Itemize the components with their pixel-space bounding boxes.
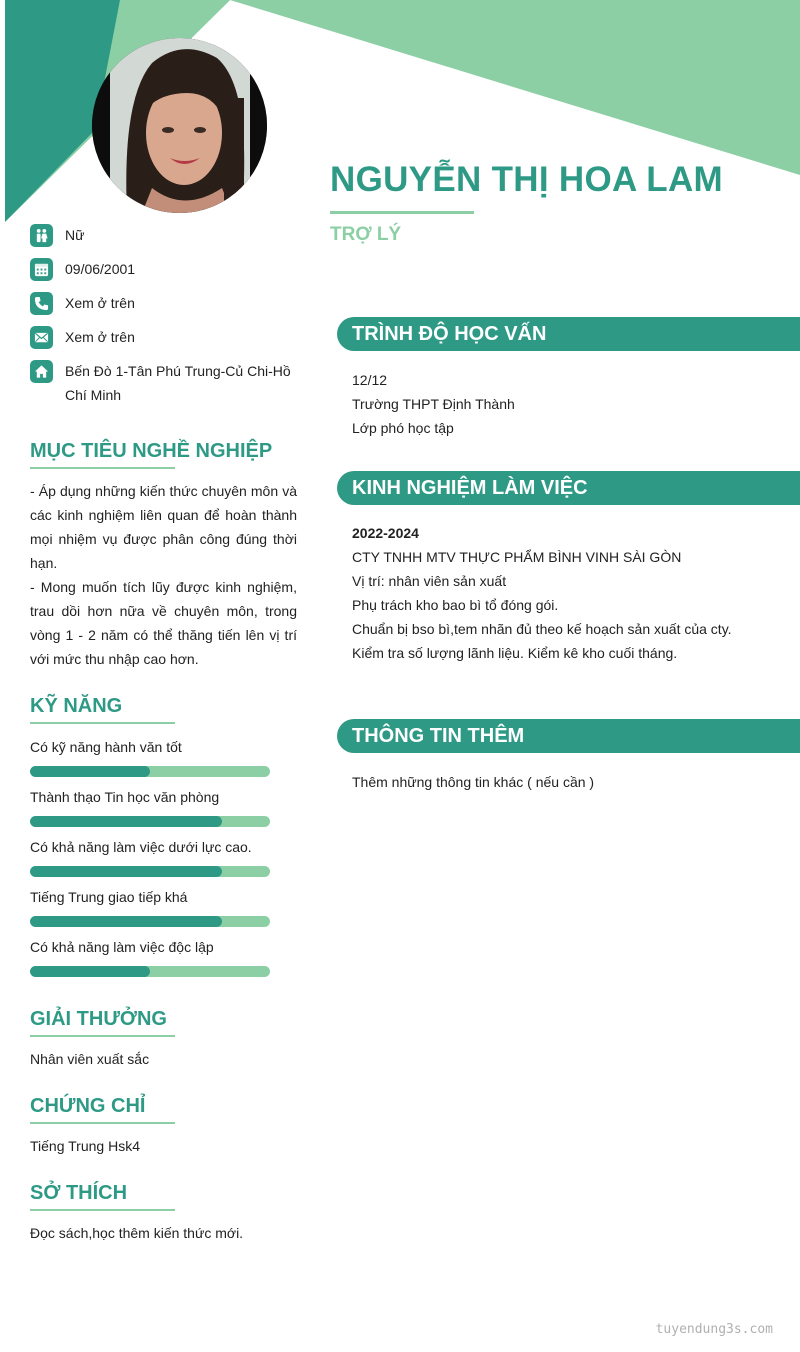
skill-bar bbox=[30, 866, 270, 877]
education-header: TRÌNH ĐỘ HỌC VẤN bbox=[337, 317, 800, 351]
avatar bbox=[92, 38, 267, 213]
skill-item bbox=[30, 938, 270, 977]
objective-line: - Mong muốn tích lũy được kinh nghiệm, trau dồi hơn nữa về chuyên môn, trong vòng 1 - 2 năm có thể thăng tiến lên vị trí với mức thu nhập cao hơn. bbox=[30, 579, 297, 667]
name-underline bbox=[330, 211, 474, 214]
hobbies-header bbox=[30, 1182, 300, 1211]
experience-line: Chuẩn bị bso bì,tem nhãn đủ theo kế hoạch sản xuất của cty. bbox=[352, 621, 732, 637]
skill-name: Có kỹ năng hành văn tốt bbox=[30, 739, 182, 755]
experience-line: Vị trí: nhân viên sản xuất bbox=[352, 573, 507, 589]
skill-bar bbox=[30, 766, 270, 777]
awards-header bbox=[30, 1008, 300, 1037]
contact-text: Bến Đò 1-Tân Phú Trung-Củ Chi-Hồ Chí Minh bbox=[65, 363, 291, 403]
experience-period: 2022-2024 bbox=[352, 525, 419, 541]
experience-content bbox=[352, 521, 732, 665]
skills-header bbox=[30, 695, 300, 724]
section-underline bbox=[30, 1209, 175, 1211]
skill-name: Có khả năng làm việc độc lập bbox=[30, 939, 214, 955]
skill-item bbox=[30, 838, 270, 877]
calendar-icon bbox=[30, 258, 53, 281]
experience-line: Phụ trách kho bao bì tổ đóng gói. bbox=[352, 597, 559, 613]
section-underline bbox=[30, 1122, 175, 1124]
education-line: Trường THPT Định Thành bbox=[352, 396, 515, 412]
contact-address bbox=[30, 360, 310, 407]
contact-phone bbox=[30, 292, 135, 315]
skill-bar bbox=[30, 966, 270, 977]
education-line: Lớp phó học tập bbox=[352, 420, 454, 436]
certificates-text: Tiếng Trung Hsk4 bbox=[30, 1138, 140, 1154]
section-underline bbox=[30, 467, 175, 469]
light-triangle bbox=[230, 0, 800, 175]
candidate-name: NGUYỄN THỊ HOA LAM bbox=[330, 160, 723, 199]
contact-text: Nữ bbox=[65, 227, 85, 243]
additional-text: Thêm những thông tin khác ( nếu cần ) bbox=[352, 774, 595, 790]
awards-text: Nhân viên xuất sắc bbox=[30, 1051, 150, 1067]
contact-birthday bbox=[30, 258, 135, 281]
skill-item bbox=[30, 888, 270, 927]
skill-item bbox=[30, 788, 270, 827]
contact-text: Xem ở trên bbox=[65, 329, 135, 345]
additional-header: THÔNG TIN THÊM bbox=[337, 719, 800, 753]
contact-email bbox=[30, 326, 135, 349]
section-title: KỸ NĂNG bbox=[30, 695, 123, 717]
section-title: SỞ THÍCH bbox=[30, 1182, 128, 1204]
gender-icon bbox=[30, 224, 53, 247]
education-content bbox=[352, 368, 515, 440]
contact-text: Xem ở trên bbox=[65, 295, 135, 311]
section-title: GIẢI THƯỞNG bbox=[30, 1008, 167, 1030]
skill-bar-fill bbox=[30, 966, 150, 977]
experience-header: KINH NGHIỆM LÀM VIỆC bbox=[337, 471, 800, 505]
job-title: TRỢ LÝ bbox=[330, 224, 402, 245]
watermark: tuyendung3s.com bbox=[655, 1322, 773, 1337]
objective-section bbox=[30, 440, 300, 671]
skill-name: Có khả năng làm việc dưới lực cao. bbox=[30, 839, 252, 855]
skill-bar-fill bbox=[30, 866, 222, 877]
contact-text: 09/06/2001 bbox=[65, 261, 136, 277]
skill-item bbox=[30, 738, 270, 777]
certificates-header bbox=[30, 1095, 300, 1124]
skill-bar-fill bbox=[30, 816, 222, 827]
skill-bar bbox=[30, 816, 270, 827]
experience-line: Kiểm tra số lượng lãnh liệu. Kiểm kê kho cuối tháng. bbox=[352, 645, 678, 661]
objective-text bbox=[30, 479, 297, 671]
section-underline bbox=[30, 1035, 175, 1037]
section-title: CHỨNG CHỈ bbox=[30, 1095, 146, 1117]
skill-name: Thành thạo Tin học văn phòng bbox=[30, 789, 220, 805]
education-line: 12/12 bbox=[352, 372, 388, 388]
email-icon bbox=[30, 326, 53, 349]
skill-bar bbox=[30, 916, 270, 927]
contact-gender bbox=[30, 224, 84, 247]
hobbies-text: Đọc sách,học thêm kiến thức mới. bbox=[30, 1225, 244, 1241]
phone-icon bbox=[30, 292, 53, 315]
experience-line: CTY TNHH MTV THỰC PHẨM BÌNH VINH SÀI GÒN bbox=[352, 549, 682, 565]
skill-bar-fill bbox=[30, 766, 150, 777]
objective-line: - Áp dụng những kiến thức chuyên môn và các kinh nghiệm liên quan để hoàn thành mọi nhiệm vụ được phân công đúng thời hạn. bbox=[30, 483, 297, 571]
section-title: MỤC TIÊU NGHỀ NGHIỆP bbox=[30, 440, 273, 462]
home-icon bbox=[30, 360, 53, 383]
skill-bar-fill bbox=[30, 916, 222, 927]
skill-name: Tiếng Trung giao tiếp khá bbox=[30, 889, 188, 905]
section-underline bbox=[30, 722, 175, 724]
